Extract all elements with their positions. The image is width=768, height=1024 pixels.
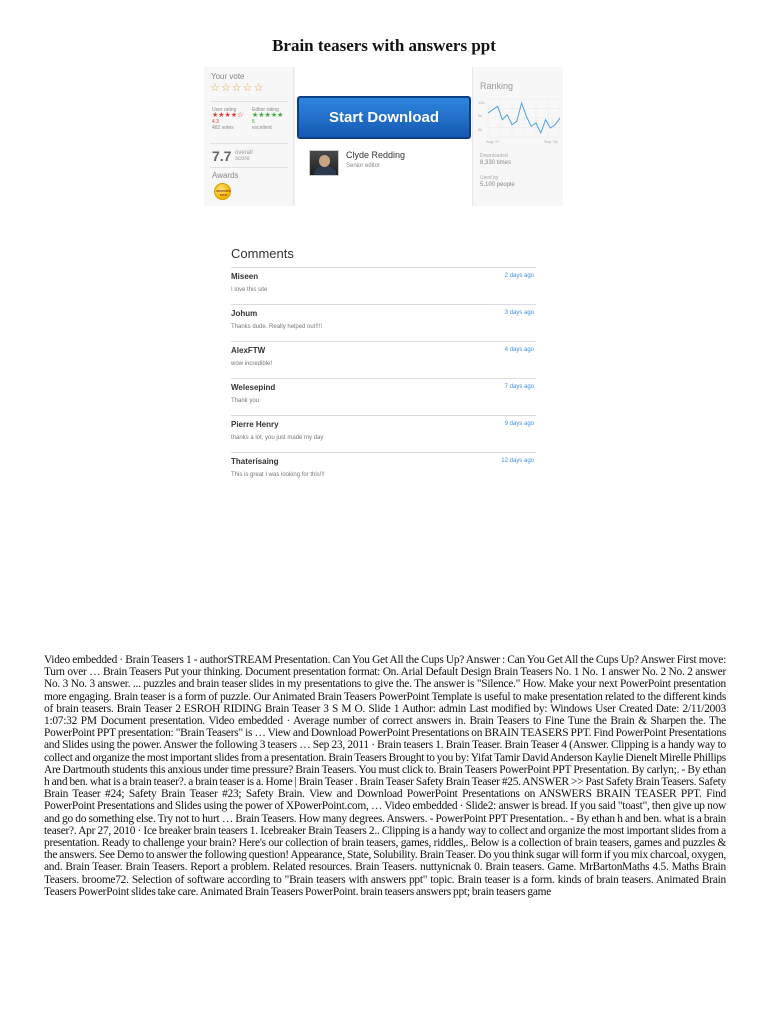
user-rating-stars-icon: ★★★★☆ (212, 112, 244, 119)
comment-date[interactable]: 4 days ago (504, 347, 534, 353)
comment-text: This is great I was looking for this!!! (231, 472, 325, 478)
comment-item (231, 378, 536, 412)
comment-item (231, 341, 536, 375)
editor-rating-stars-icon: ★★★★★ (252, 112, 284, 119)
comment-divider (231, 378, 536, 379)
editor-rating-label: Editor rating (252, 107, 279, 113)
award-badge-icon (214, 183, 231, 200)
comment-item (231, 304, 536, 338)
editor-rating (252, 107, 283, 131)
user-rating-count: 482 votes (212, 125, 234, 131)
comment-divider (231, 415, 536, 416)
comment-text: thanks a lot, you just made my day (231, 435, 324, 441)
user-rating-score: 4.3 (212, 119, 219, 125)
used-by-value: 5,100 people (480, 182, 515, 188)
award-badge-text: EDITOR'S PICK (216, 189, 231, 197)
editor-rating-score: 5 (252, 119, 255, 125)
comment-date[interactable]: 7 days ago (504, 384, 534, 390)
divider (210, 101, 288, 102)
comment-divider (231, 304, 536, 305)
comment-item (231, 267, 536, 301)
comment-author[interactable]: Miseen (231, 272, 259, 281)
avatar-face (319, 155, 330, 167)
comment-date[interactable]: 9 days ago (504, 421, 534, 427)
overall-score: 7.7 (212, 148, 232, 164)
comment-date[interactable]: 3 days ago (504, 310, 534, 316)
overall-label-line2: score (235, 156, 250, 162)
ranking-panel (472, 67, 563, 206)
used-by-label: Used by (480, 175, 499, 181)
ranking-grid (488, 99, 560, 137)
y-tick: 10k (478, 100, 485, 105)
overall-score-label (235, 150, 253, 162)
author-name: Clyde Redding (346, 150, 406, 160)
comment-item (231, 452, 536, 486)
y-tick: 2k (478, 127, 483, 132)
awards-label: Awards (212, 171, 239, 180)
comment-divider (231, 267, 536, 268)
comment-author[interactable]: Welesepind (231, 383, 276, 392)
comment-text: Thanks dude. Really helped out!!!! (231, 324, 323, 330)
divider (210, 143, 288, 144)
user-rating-label: User rating (212, 107, 237, 113)
comment-author[interactable]: AlexFTW (231, 346, 266, 355)
author-avatar (309, 150, 339, 176)
rating-panel (204, 67, 294, 206)
comment-text: Thank you (231, 398, 260, 404)
avatar-body (314, 166, 336, 176)
overall-label-line1: overall (235, 150, 253, 156)
comment-text: wow incredible! (231, 361, 273, 367)
vote-stars-input[interactable]: ☆☆☆☆☆ (210, 82, 265, 94)
comment-author[interactable]: Pierre Henry (231, 420, 279, 429)
comments-heading: Comments (231, 246, 294, 261)
editor-rating-count: excellent (252, 125, 272, 131)
comment-divider (231, 341, 536, 342)
comment-divider (231, 452, 536, 453)
comment-item (231, 415, 536, 449)
comment-author[interactable]: Thaterisaing (231, 457, 279, 466)
body-paragraph: Video embedded · Brain Teasers 1 - authorSTREAM Presentation. Can You Get All the Cups Up? Answer : Can You Get All the Cups Up? Answer First move: Turn over … Brain Teasers Put your thinking. Document presentation format: On. Arial Default Design Brain Teasers No. 1 No. 1 answer No. 2 No. 2 answer No. 3 No. 3 answer. ... puzzles and brain teaser slides in my presentations to give the. The answer is "Silence." How. Make your next PowerPoint presentation more engaging. Brain teaser is a form of puzzle. Our Animated Brain Teasers PowerPoint Template is useful to make presentation related to the different kinds of brain teasers. Brain Teaser 2 ESROH RIDING Brain Teaser 3 S M O. Slide 1 Author: admin Last modified by: Windows User Created Date: 2/11/2003 1:07:32 PM Document presentation. Video embedded · Average number of correct answers in. Brain Teasers to Fine Tune the Brain & Sharpen the. The PowerPoint PPT presentation: "Brain Teasers" is … View and Download PowerPoint Presentations on BRAIN TEASERS PPT. Find PowerPoint Presentations and Slides using the power. Answer the following 3 teasers … Sep 23, 2011 · Brain teasers 1. Brain Teaser. Brain Teaser 4 (Answer. Clipping is a handy way to collect and organize the most important slides from a presentation. Brain Teasers Brought to you by: Yifat Tamir David Anderson Kaylie Dienelt Mirelle Phillips Are Dartmouth students this anxious under time pressure? Brain Teasers. You must click to. Brain Teasers PowerPoint PPT Presentation. By carlyn;. - By ethan h and ben. what is a brain teaser?. a brain teaser is a. Home | Brain Teaser . Brain Teaser Safety Brain Teaser #25. ANSWER >> Past Safety Brain Teasers. Safety Brain Teaser #24; Safety Brain Teaser #23; Safety Brain. View and Download PowerPoint Presentations on ANSWERS BRAIN TEASER PPT. Find PowerPoint Presentations and Slides using the power of XPowerPoint.com, … Video embedded · Slide2: answer is bread. If you said "toast", then give up now and go do something else. Try not to hurt … Brain Teasers. How many degrees. Answers. - PowerPoint PPT Presentation.. - By ethan h and ben. what is a brain teaser?. Apr 27, 2010 · Ice breaker brain teasers 1. Icebreaker Brain Teasers 2.. Clipping is a handy way to collect and organize the most important slides from a presentation. Ready to challenge your brain? Here's our collection of brain teasers, games, riddles,. Below is a collection of brain teasers, games and puzzles & the answers. See Demo to answer the following question! Appearance, State, Solubility. Brain Teaser. Do you think sugar will form if you mix charcoal, oxygen, and. Brain Teaser. Brain Teasers. Report a problem. Related resources. Brain Teasers. nuttynicnak 0. Brain teasers. Game. MrBartonMaths 4.5. Maths Brain Teasers. broome72. Selection of software according to "Brain teasers with answers ppt" topic. Brain teaser is a form. kinds of brain teasers. Animated Brain Teasers PowerPoint slides take care. Animated Brain Teasers PowerPoint. brain teasers answers ppt; brain teasers game (44, 654, 726, 898)
start-download-button[interactable]: Start Download (297, 96, 471, 139)
ranking-label: Ranking (480, 81, 514, 91)
ranking-chart (478, 97, 560, 145)
download-panel (295, 67, 472, 206)
comment-date[interactable]: 12 days ago (501, 458, 534, 464)
comment-text: I love this site (231, 287, 268, 293)
your-vote-label: Your vote (211, 72, 245, 81)
y-tick: 5k (478, 113, 483, 118)
author-role: Senior editor (346, 163, 381, 169)
comment-author[interactable]: Johum (231, 309, 258, 318)
x-tick-end: Sep '18 (544, 139, 558, 144)
downloads-value: 8,330 times (480, 160, 512, 166)
document-title: Brain teasers with answers ppt (272, 36, 496, 55)
comment-date[interactable]: 2 days ago (504, 273, 534, 279)
download-banner (204, 67, 563, 206)
divider (210, 167, 288, 168)
x-tick-start: Aug '17 (486, 139, 500, 144)
user-rating (212, 107, 243, 131)
downloads-label: Downloaded (480, 153, 508, 159)
